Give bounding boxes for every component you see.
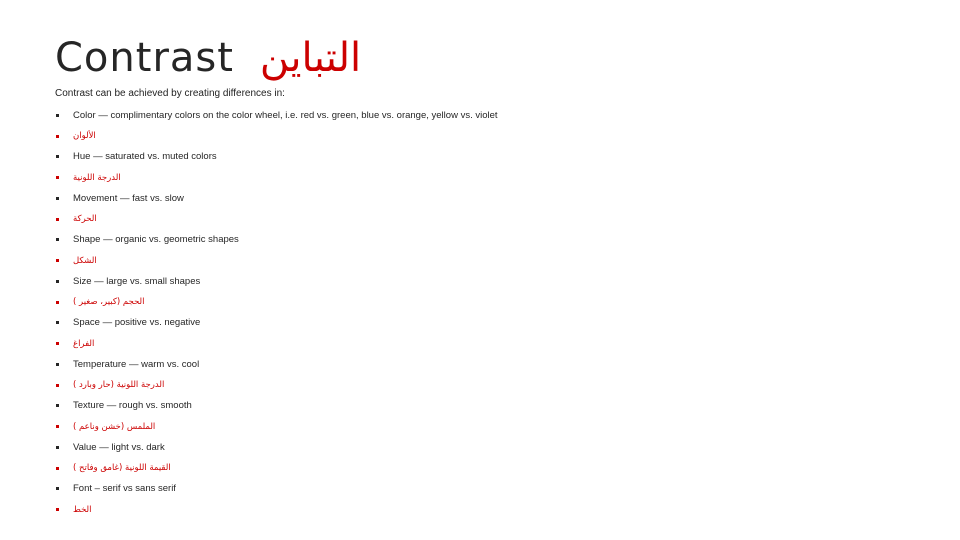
bullet-marker-icon <box>55 238 73 241</box>
bullet-item <box>55 126 915 147</box>
bullet-text-english: Movement — fast vs. slow <box>73 192 184 204</box>
bullet-item <box>55 396 915 417</box>
bullet-item <box>55 147 915 168</box>
bullet-marker-icon <box>55 155 73 158</box>
bullet-text-arabic: الدرجة اللونية <box>73 172 121 183</box>
bullet-text-arabic: الدرجة اللونية (حار وبارد ) <box>73 380 165 391</box>
bullet-text-english: Font – serif vs sans serif <box>73 483 176 495</box>
slide-title <box>55 32 361 84</box>
bullet-text-english: Hue — saturated vs. muted colors <box>73 151 217 163</box>
bullet-text-english: Texture — rough vs. smooth <box>73 400 192 412</box>
bullet-marker-icon <box>55 446 73 449</box>
bullet-marker-icon <box>55 363 73 366</box>
bullet-text-english: Value — light vs. dark <box>73 441 165 453</box>
bullet-marker-icon <box>55 321 73 324</box>
bullet-text-english: Space — positive vs. negative <box>73 317 201 329</box>
bullet-text-arabic: الشكل <box>73 255 97 266</box>
bullet-marker-icon <box>55 114 73 117</box>
bullet-marker-icon <box>55 259 73 262</box>
bullet-item <box>55 167 915 188</box>
bullet-marker-icon <box>55 425 73 428</box>
bullet-item <box>55 375 915 396</box>
bullet-item <box>55 209 915 230</box>
bullet-item <box>55 437 915 458</box>
bullet-text-arabic: الألوان <box>73 131 96 142</box>
bullet-marker-icon <box>55 218 73 221</box>
bullet-marker-icon <box>55 176 73 179</box>
bullet-marker-icon <box>55 508 73 511</box>
title-arabic: التباين <box>259 35 362 81</box>
bullet-marker-icon <box>55 467 73 470</box>
intro-text: Contrast can be achieved by creating differences in: <box>55 88 285 99</box>
bullet-item <box>55 333 915 354</box>
bullet-text-english: Color — complimentary colors on the color wheel, i.e. red vs. green, blue vs. orange, yellow vs. violet <box>73 109 498 121</box>
bullet-item <box>55 250 915 271</box>
bullet-item <box>55 188 915 209</box>
bullet-item <box>55 416 915 437</box>
bullet-item <box>55 479 915 500</box>
bullet-item <box>55 499 915 520</box>
bullet-marker-icon <box>55 135 73 138</box>
bullet-marker-icon <box>55 342 73 345</box>
bullet-text-arabic: الملمس (خشن وناعم ) <box>73 421 156 432</box>
bullet-item <box>55 458 915 479</box>
bullet-marker-icon <box>55 487 73 490</box>
bullet-text-arabic: القيمة اللونية (غامق وفاتح ) <box>73 463 171 474</box>
bullet-marker-icon <box>55 404 73 407</box>
bullet-text-arabic: الفراغ <box>73 338 95 349</box>
bullet-marker-icon <box>55 280 73 283</box>
bullet-item <box>55 313 915 334</box>
bullet-text-arabic: الحركة <box>73 214 97 225</box>
bullet-text-english: Temperature — warm vs. cool <box>73 358 200 370</box>
bullet-marker-icon <box>55 384 73 387</box>
title-english: Contrast <box>55 35 234 81</box>
bullet-marker-icon <box>55 197 73 200</box>
bullet-text-arabic: الخط <box>73 504 92 515</box>
bullet-list <box>55 105 915 520</box>
bullet-item <box>55 230 915 251</box>
bullet-item <box>55 105 915 126</box>
bullet-text-english: Size — large vs. small shapes <box>73 275 201 287</box>
bullet-item <box>55 292 915 313</box>
bullet-text-arabic: الحجم (كبير، صغير ) <box>73 297 145 308</box>
bullet-item <box>55 354 915 375</box>
bullet-marker-icon <box>55 301 73 304</box>
bullet-text-english: Shape — organic vs. geometric shapes <box>73 234 239 246</box>
bullet-item <box>55 271 915 292</box>
